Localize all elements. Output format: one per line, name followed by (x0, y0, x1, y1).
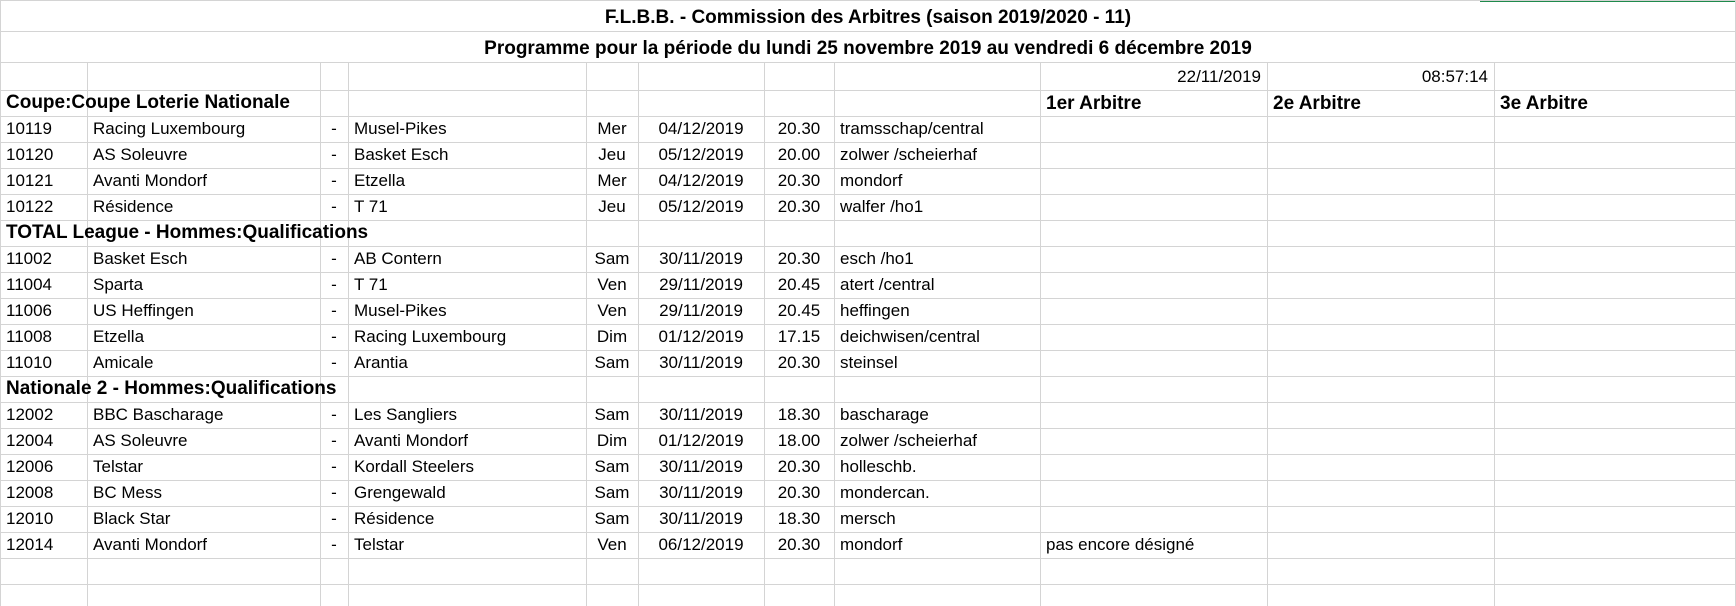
cell-venue[interactable]: heffingen (840, 301, 910, 320)
cell-away[interactable]: Kordall Steelers (354, 457, 475, 476)
cell-day[interactable]: Dim (596, 327, 628, 346)
cell-away[interactable]: Musel-Pikes (354, 119, 447, 138)
cell-date[interactable]: 30/11/2019 (659, 457, 743, 476)
cell-sep[interactable]: - (331, 535, 337, 554)
cell-venue[interactable]: tramsschap/central (840, 119, 984, 138)
cell-home[interactable]: Amicale (93, 353, 154, 372)
cell-time[interactable]: 20.45 (777, 275, 821, 294)
section-title[interactable]: Nationale 2 - Hommes:Qualifications (6, 378, 337, 399)
cell-home[interactable]: Sparta (93, 275, 144, 294)
cell-id[interactable]: 10119 (6, 119, 53, 138)
cell-day[interactable]: Sam (594, 509, 630, 528)
grid-line-vertical (1494, 62, 1495, 606)
cell-id[interactable]: 12010 (6, 509, 54, 528)
cell-id[interactable]: 11006 (6, 301, 53, 320)
cell-day[interactable]: Jeu (598, 145, 626, 164)
cell-referee-1[interactable]: pas encore désigné (1046, 535, 1195, 554)
cell-sep[interactable]: - (331, 197, 337, 216)
cell-venue[interactable]: atert /central (840, 275, 935, 294)
cell-away[interactable]: AB Contern (354, 249, 442, 268)
cell-time[interactable]: 20.30 (777, 457, 821, 476)
cell-sep[interactable]: - (331, 457, 337, 476)
cell-venue[interactable]: walfer /ho1 (840, 197, 924, 216)
cell-venue[interactable]: mondercan. (840, 483, 930, 502)
cell-venue[interactable]: deichwisen/central (840, 327, 980, 346)
cell-time[interactable]: 18.30 (777, 509, 821, 528)
cell-home[interactable]: AS Soleuvre (93, 145, 188, 164)
cell-day[interactable]: Sam (594, 249, 630, 268)
cell-home[interactable]: Basket Esch (93, 249, 188, 268)
cell-away[interactable]: Telstar (354, 535, 405, 554)
cell-away[interactable]: Racing Luxembourg (354, 327, 507, 346)
cell-away[interactable]: Résidence (354, 509, 435, 528)
cell-day[interactable]: Jeu (598, 197, 626, 216)
cell-time[interactable]: 20.30 (777, 119, 821, 138)
cell-id[interactable]: 11002 (6, 249, 53, 268)
cell-home[interactable]: Racing Luxembourg (93, 119, 246, 138)
cell-away[interactable]: T 71 (354, 275, 388, 294)
cell-home[interactable]: AS Soleuvre (93, 431, 188, 450)
cell-venue[interactable]: esch /ho1 (840, 249, 914, 268)
sheet-title[interactable]: F.L.B.B. - Commission des Arbitres (saison 2019/2020 - 11) (604, 7, 1132, 28)
cell-time[interactable]: 18.00 (777, 431, 821, 450)
cell-sep[interactable]: - (331, 405, 337, 424)
cell-venue[interactable]: mersch (840, 509, 896, 528)
cell-home[interactable]: Telstar (93, 457, 144, 476)
cell-time[interactable]: 20.30 (777, 535, 821, 554)
cell-away[interactable]: Les Sangliers (354, 405, 458, 424)
cell-id[interactable]: 12002 (6, 405, 54, 424)
cell-venue[interactable]: mondorf (840, 171, 903, 190)
cell-date[interactable]: 05/12/2019 (658, 145, 744, 164)
cell-day[interactable]: Sam (594, 405, 630, 424)
cell-away[interactable]: Etzella (354, 171, 406, 190)
cell-venue[interactable]: steinsel (840, 353, 898, 372)
cell-time[interactable]: 20.30 (777, 483, 821, 502)
cell-away[interactable]: Grengewald (354, 483, 446, 502)
cell-date[interactable]: 30/11/2019 (659, 509, 743, 528)
grid-line-horizontal (0, 584, 1736, 585)
cell-away[interactable]: Basket Esch (354, 145, 449, 164)
cell-date[interactable]: 04/12/2019 (658, 119, 744, 138)
grid-line-vertical (1040, 62, 1041, 606)
grid-line-vertical (1267, 62, 1268, 606)
cell-time[interactable]: 20.45 (777, 301, 821, 320)
report-time[interactable]: 08:57:14 (1421, 67, 1488, 86)
cell-day[interactable]: Dim (596, 431, 628, 450)
cell-away[interactable]: T 71 (354, 197, 388, 216)
referee-header-2[interactable]: 2e Arbitre (1273, 93, 1361, 114)
cell-id[interactable]: 10121 (6, 171, 54, 190)
report-date[interactable]: 22/11/2019 (1177, 67, 1261, 86)
cell-away[interactable]: Avanti Mondorf (354, 431, 469, 450)
cell-venue[interactable]: mondorf (840, 535, 903, 554)
cell-sep[interactable]: - (331, 171, 337, 190)
cell-day[interactable]: Sam (594, 353, 630, 372)
sheet-subtitle[interactable]: Programme pour la période du lundi 25 novembre 2019 au vendredi 6 décembre 2019 (484, 38, 1252, 59)
cell-home[interactable]: Etzella (93, 327, 145, 346)
cell-date[interactable]: 30/11/2019 (659, 405, 743, 424)
referee-header-3[interactable]: 3e Arbitre (1500, 93, 1588, 114)
cell-time[interactable]: 20.30 (777, 171, 821, 190)
referee-header-1[interactable]: 1er Arbitre (1046, 93, 1142, 114)
cell-time[interactable]: 18.30 (777, 405, 821, 424)
cell-sep[interactable]: - (331, 145, 337, 164)
cell-sep[interactable]: - (331, 275, 337, 294)
cell-time[interactable]: 17.15 (777, 327, 821, 346)
cell-sep[interactable]: - (331, 119, 337, 138)
cell-id[interactable]: 11008 (6, 327, 53, 346)
cell-date[interactable]: 29/11/2019 (659, 301, 743, 320)
cell-id[interactable]: 10122 (6, 197, 54, 216)
section-title[interactable]: Coupe:Coupe Loterie Nationale (6, 92, 290, 113)
cell-date[interactable]: 30/11/2019 (659, 483, 743, 502)
cell-date[interactable]: 30/11/2019 (659, 353, 743, 372)
cell-home[interactable]: US Heffingen (93, 301, 194, 320)
grid-line-horizontal (0, 558, 1736, 559)
cell-venue[interactable]: zolwer /scheierhaf (840, 431, 978, 450)
cell-sep[interactable]: - (331, 301, 337, 320)
section-title[interactable]: TOTAL League - Hommes:Qualifications (6, 222, 369, 243)
cell-day[interactable]: Sam (594, 457, 630, 476)
cell-id[interactable]: 12006 (6, 457, 54, 476)
cell-id[interactable]: 11004 (6, 275, 53, 294)
cell-away[interactable]: Arantia (354, 353, 408, 372)
cell-day[interactable]: Ven (597, 535, 627, 554)
cell-away[interactable]: Musel-Pikes (354, 301, 447, 320)
cell-date[interactable]: 06/12/2019 (658, 535, 744, 554)
cell-time[interactable]: 20.30 (777, 249, 821, 268)
cell-day[interactable]: Mer (597, 171, 627, 190)
cell-id[interactable]: 12004 (6, 431, 54, 450)
cell-sep[interactable]: - (331, 353, 337, 372)
grid-line-horizontal (0, 62, 1736, 63)
cell-time[interactable]: 20.30 (777, 197, 821, 216)
cell-home[interactable]: Avanti Mondorf (93, 171, 208, 190)
cell-home[interactable]: BBC Bascharage (93, 405, 224, 424)
cell-day[interactable]: Ven (597, 301, 627, 320)
cell-sep[interactable]: - (331, 431, 337, 450)
cell-time[interactable]: 20.00 (777, 145, 821, 164)
cell-date[interactable]: 30/11/2019 (659, 249, 743, 268)
cell-home[interactable]: Black Star (93, 509, 171, 528)
cell-date[interactable]: 04/12/2019 (658, 171, 744, 190)
cell-day[interactable]: Sam (594, 483, 630, 502)
cell-day[interactable]: Ven (597, 275, 627, 294)
cell-id[interactable]: 12008 (6, 483, 54, 502)
cell-id[interactable]: 10120 (6, 145, 54, 164)
cell-time[interactable]: 20.30 (777, 353, 821, 372)
cell-date[interactable]: 05/12/2019 (658, 197, 744, 216)
cell-sep[interactable]: - (331, 509, 337, 528)
cell-date[interactable]: 01/12/2019 (658, 431, 744, 450)
cell-date[interactable]: 01/12/2019 (658, 327, 744, 346)
cell-home[interactable]: Avanti Mondorf (93, 535, 208, 554)
cell-home[interactable]: BC Mess (93, 483, 162, 502)
cell-id[interactable]: 11010 (6, 353, 53, 372)
cell-home[interactable]: Résidence (93, 197, 174, 216)
cell-day[interactable]: Mer (597, 119, 627, 138)
grid-line-horizontal (0, 31, 1736, 32)
cell-venue[interactable]: holleschb. (840, 457, 917, 476)
cell-venue[interactable]: zolwer /scheierhaf (840, 145, 978, 164)
cell-date[interactable]: 29/11/2019 (659, 275, 743, 294)
cell-id[interactable]: 12014 (6, 535, 54, 554)
cell-sep[interactable]: - (331, 249, 337, 268)
cell-sep[interactable]: - (331, 327, 337, 346)
cell-venue[interactable]: bascharage (840, 405, 929, 424)
grid-line-horizontal (0, 0, 1736, 1)
cell-sep[interactable]: - (331, 483, 337, 502)
